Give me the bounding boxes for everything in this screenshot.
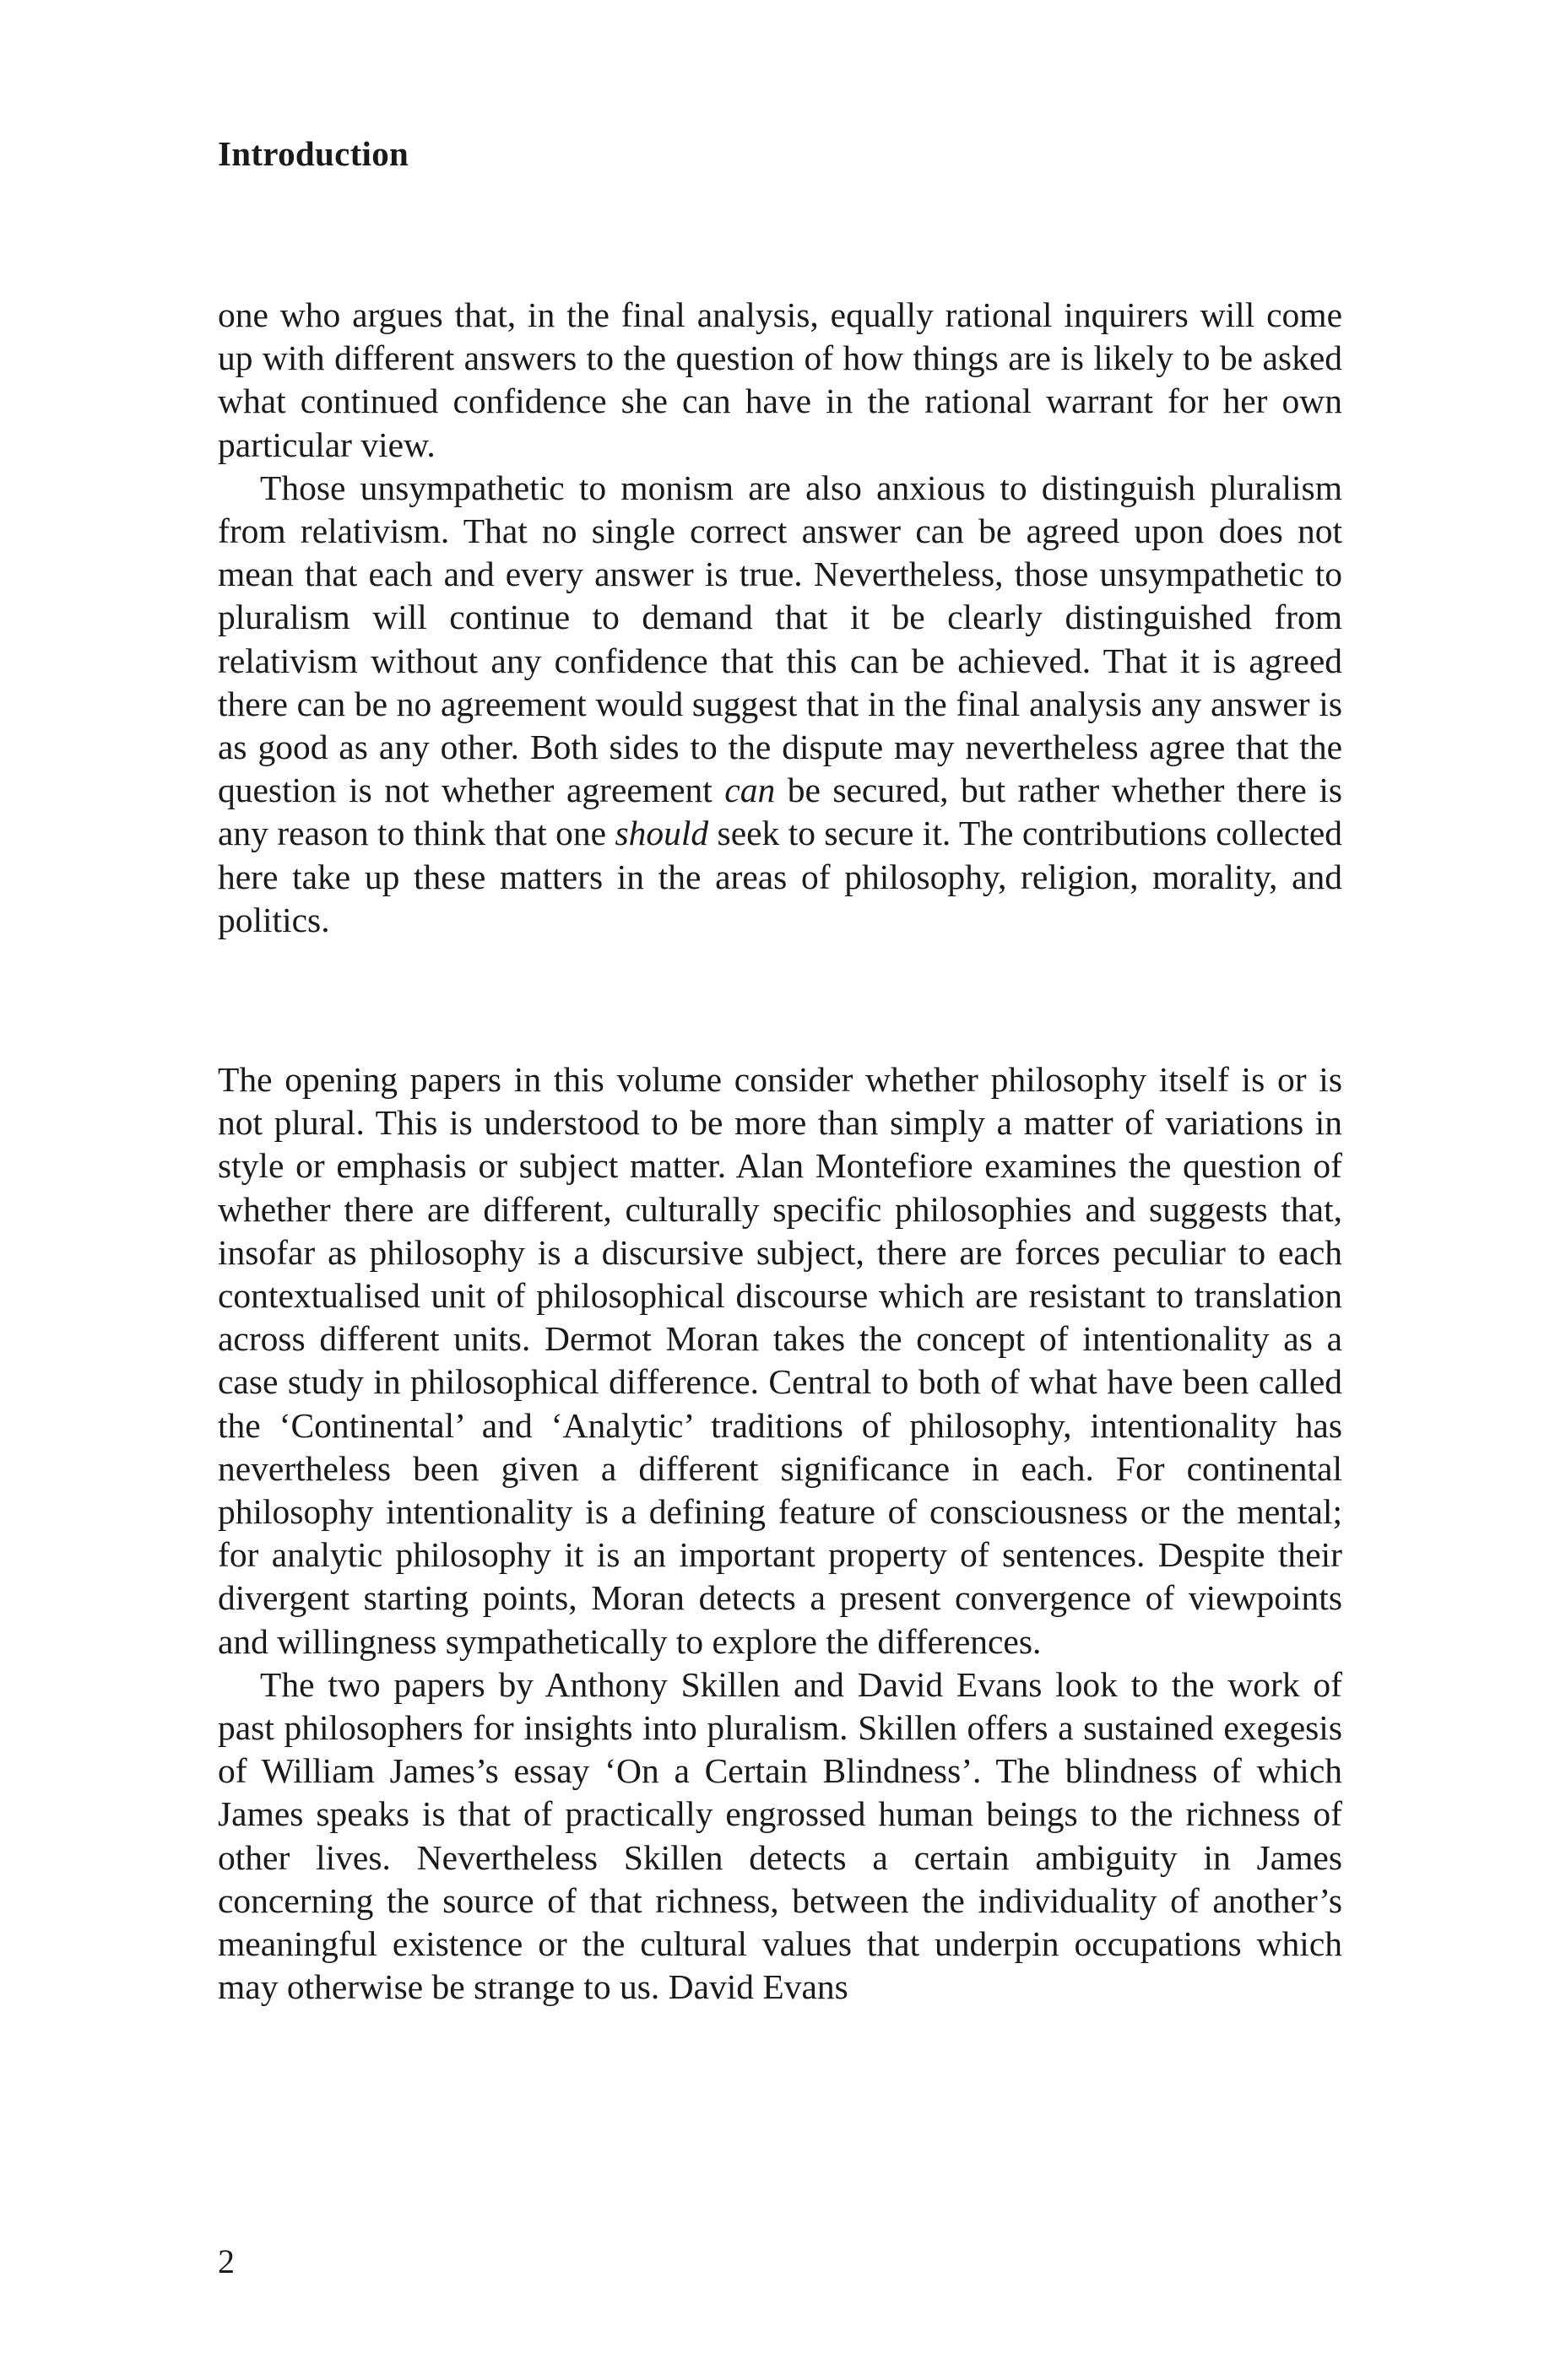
paragraph-opening-papers: The opening papers in this volume consider whether philosophy itself is or is not plural. This is understood to be more than simply a matter of variations in style or emphasis or subject matter. Alan Montefiore examines the question of whether there are different, culturally specific philosophies and suggests that, insofar as philosophy is a discursive subject, there are forces peculiar to each contextualised unit of philosophical discourse which are resistant to translation across different units. Dermot Moran takes the concept of intentionality as a case study in philosophical difference. Central to both of what have been called the ‘Continental’ and ‘Analytic’ traditions of philosophy, intentionality has nevertheless been given a different significance in each. For continental philosophy intentionality is a defining feature of consciousness or the mental; for analytic philosophy it is an important property of sentences. Despite their divergent starting points, Moran detects a present convergence of viewpoints and willingness sympathetically to explore the differences. xyxy=(218,1060,1342,1661)
page-number: 2 xyxy=(218,2242,235,2280)
paragraph-text: Those unsympathetic to monism are also anxious to distinguish pluralism from relativism. That no single correct answer can be agreed upon does not mean that each and every answer is true. Nevertheless, those unsympathetic to pluralism will continue to demand that it be clearly distinguished from relativism without any confidence that this can be achieved. That it is agreed there can be no agreement would suggest that in the final analysis any answer is as good as any other. Both sides to the dispute may nevertheless agree that the question is not whether agreement xyxy=(218,468,1342,810)
text-block-section xyxy=(218,1058,1342,2009)
text-block-continuation xyxy=(218,294,1342,942)
running-head: Introduction xyxy=(218,134,409,173)
paragraph-continued: one who argues that, in the final analysis, equally rational inquirers will come up with different answers to the question of how things are is likely to be asked what continued confidence she can have in the rational warrant for her own particular view. xyxy=(218,295,1342,464)
paragraph-text: be secured, but rather whether there is any reason to think that one xyxy=(218,771,1342,853)
emphasis-can: can xyxy=(724,771,776,810)
emphasis-should: should xyxy=(615,814,709,853)
paragraph-skillen-evans: The two papers by Anthony Skillen and David Evans look to the work of past philosophers for insights into pluralism. Skillen offers a sustained exegesis of William James’s essay ‘On a Certain Blindness’. The blindness of which James speaks is that of practically engrossed human beings to the richness of other lives. Nevertheless Skillen detects a certain ambiguity in James concerning the source of that richness, between the individuality of another’s meaningful existence or the cultural values that underpin occupations which may otherwise be strange to us. David Evans xyxy=(218,1664,1342,2007)
paragraph-monism-pluralism xyxy=(218,467,1342,942)
paragraph-text: seek to secure it. The contributions collected here take up these matters in the areas of philosophy, religion, morality, and politics. xyxy=(218,814,1343,939)
